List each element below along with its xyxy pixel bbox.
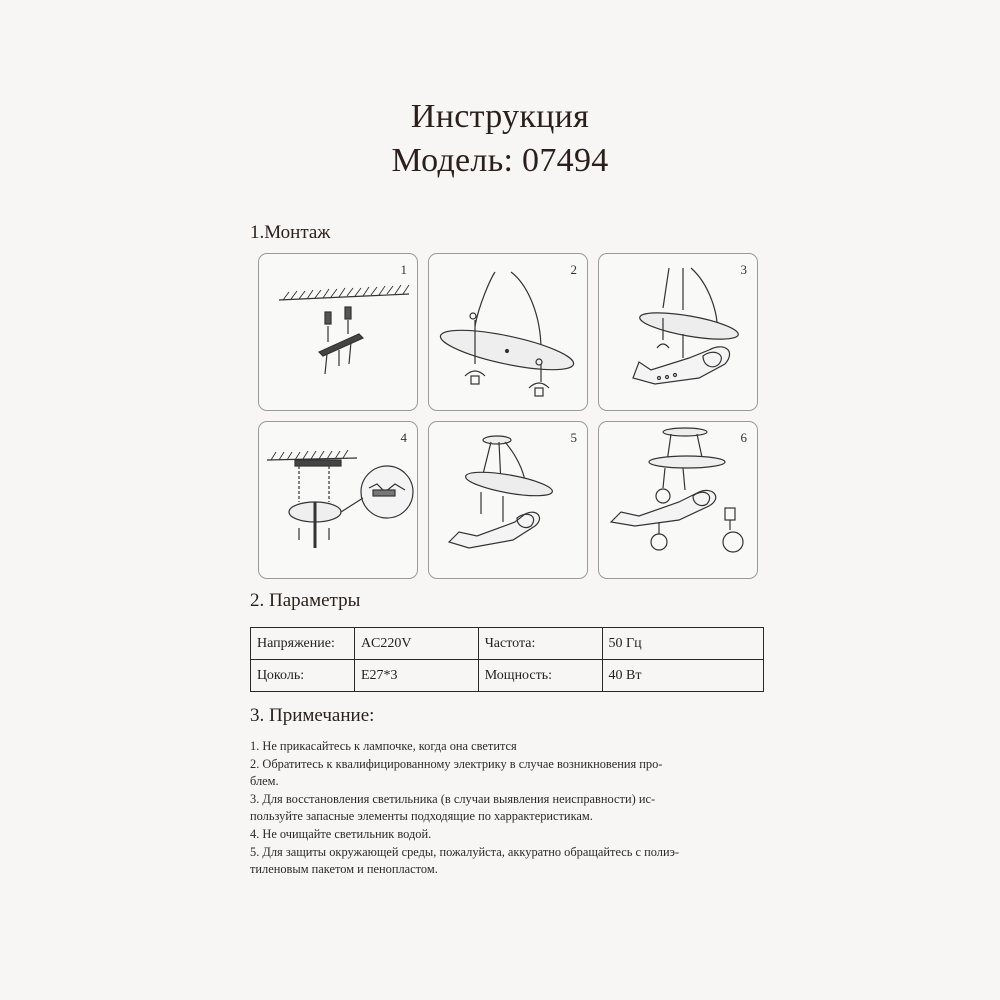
frequency-value: 50 Гц	[602, 628, 764, 660]
mounting-step-4-panel	[258, 421, 418, 579]
step-number: 5	[570, 430, 577, 445]
note-line: пользуйте запасные элементы подходящие по харрактеристикам.	[250, 809, 593, 824]
table-row	[251, 660, 764, 692]
note-line: тиленовым пакетом и пенопластом.	[250, 862, 438, 877]
section-mounting-heading: 1.Монтаж	[250, 222, 331, 243]
parameters-table	[250, 627, 764, 692]
notes-list	[250, 738, 770, 879]
section-parameters-heading: 2. Параметры	[250, 590, 361, 611]
note-line: 2. Обратитесь к квалифицированному электрику в случае возникновения про-	[250, 756, 663, 771]
ceiling-bracket-illustration	[259, 254, 418, 411]
section-notes-heading: 3. Примечание:	[250, 705, 375, 726]
model-title: Модель: 07494	[391, 142, 609, 179]
table-row	[251, 628, 764, 660]
socket-value: E27*3	[354, 660, 478, 692]
suspension-illustration	[429, 422, 588, 579]
document-title: Инструкция	[410, 98, 590, 135]
step-number: 1	[400, 262, 407, 277]
voltage-label: Напряжение:	[251, 628, 355, 660]
note-line: 5. Для защиты окружающей среды, пожалуйста, аккуратно обращайтесь с полиэ-	[250, 844, 680, 859]
bulb-installation-illustration	[599, 422, 758, 579]
step-number: 4	[400, 430, 407, 445]
airplane-assembly-illustration	[599, 254, 758, 411]
mounting-step-2-panel	[428, 253, 588, 411]
mounting-step-5-panel	[428, 421, 588, 579]
plate-wiring-illustration	[429, 254, 588, 411]
step-number: 2	[570, 262, 577, 277]
mounting-step-1-panel	[258, 253, 418, 411]
note-line: 3. Для восстановления светильника (в случаи выявления неисправности) ис-	[250, 791, 656, 806]
step-number: 6	[740, 430, 747, 445]
note-line: блем.	[250, 774, 279, 789]
mounting-step-3-panel	[598, 253, 758, 411]
frequency-label: Частота:	[478, 628, 602, 660]
mounting-diagrams	[258, 253, 758, 581]
power-value: 40 Вт	[602, 660, 764, 692]
note-line: 1. Не прикасайтесь к лампочке, когда она светится	[250, 739, 517, 753]
power-label: Мощность:	[478, 660, 602, 692]
mounting-step-6-panel	[598, 421, 758, 579]
note-line: 4. Не очищайте светильник водой.	[250, 826, 432, 841]
step-number: 3	[740, 262, 747, 277]
voltage-value: AC220V	[354, 628, 478, 660]
canopy-connection-illustration	[259, 422, 418, 579]
socket-label: Цоколь:	[251, 660, 355, 692]
